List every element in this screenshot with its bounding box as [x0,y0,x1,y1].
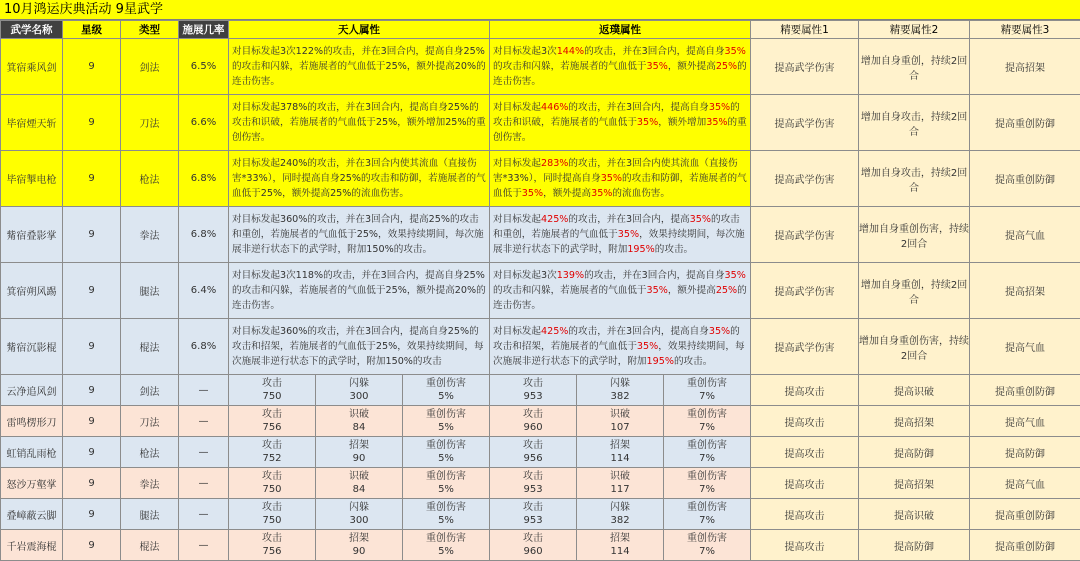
essence-2: 增加自身重创，持续2回合 [859,263,970,319]
fanpu-highlight: 35% [647,61,668,72]
fanpu-text: 的攻击和闪躲，若施展者的气血低于 [493,285,647,296]
essence-1: 提高武学伤害 [751,319,859,375]
fanpu-highlight: 35% [706,117,727,128]
tianren-stat [316,375,403,406]
header-row [1,21,1080,39]
tianren-stat [229,406,316,437]
fanpu-highlight: 35% [709,102,730,113]
stat-value: 5% [403,452,489,465]
stat-row [1,468,1080,499]
tianren-stat [316,468,403,499]
header-essence-3: 精要属性3 [970,21,1080,39]
fanpu-highlight: 35% [637,117,658,128]
fanpu-highlight: 25% [716,285,737,296]
essence-2: 提高招架 [859,468,970,499]
skill-star: 9 [63,375,121,406]
essence-1: 提高攻击 [751,499,859,530]
skill-name: 虹销乱雨枪 [1,437,63,468]
fanpu-text: 的攻击，并在3回合内，提高自身 [568,326,708,337]
stat-value: 756 [229,545,315,558]
essence-1: 提高武学伤害 [751,263,859,319]
tianren-stat [403,375,490,406]
stat-label: 攻击 [229,532,315,545]
header-essence-1: 精要属性1 [751,21,859,39]
skill-star: 9 [63,499,121,530]
skill-type: 棍法 [121,530,179,561]
fanpu-highlight: 35% [725,270,746,281]
fanpu-text: 的攻击和重创，若施展者的气血低于 [493,214,740,240]
stat-value: 7% [664,452,750,465]
fanpu-text: ，效果持续期间，每次施展非逆行状态下的武学时，附加 [493,229,745,255]
stat-label: 招架 [316,532,402,545]
skill-row [1,263,1080,319]
essence-3: 提高重创防御 [970,499,1080,530]
fanpu-stat [577,375,664,406]
tianren-desc: 对目标发起360%的攻击，并在3回合内，提高25%的攻击和重创，若施展者的气血低于25%，效果持续期间，每次施展非逆行状态下的武学时，附加150%的攻击。 [229,207,490,263]
skill-type: 腿法 [121,499,179,530]
essence-2: 增加自身攻击，持续2回合 [859,95,970,151]
stat-value: 7% [664,483,750,496]
stat-row [1,406,1080,437]
stat-label: 重创伤害 [403,377,489,390]
stat-value: 756 [229,421,315,434]
essence-2: 提高识破 [859,499,970,530]
tianren-stat [229,375,316,406]
stat-value: 960 [490,421,576,434]
stat-value: 300 [316,514,402,527]
fanpu-stat [490,406,577,437]
essence-1: 提高武学伤害 [751,151,859,207]
stat-label: 招架 [316,439,402,452]
fanpu-text: ，效果持续期间，每次施展非逆行状态下的武学时，附加 [493,341,745,367]
fanpu-stat [490,375,577,406]
fanpu-text: 的攻击，并在3回合内，提高自身 [568,102,708,113]
stat-label: 重创伤害 [664,501,750,514]
stat-label: 识破 [316,408,402,421]
fanpu-text: 的攻击。 [674,356,712,367]
stat-value: 953 [490,483,576,496]
fanpu-highlight: 144% [557,46,584,57]
header-essence-2: 精要属性2 [859,21,970,39]
skill-name: 觜宿沉影棍 [1,319,63,375]
skill-rate: — [179,530,229,561]
fanpu-text: 对目标发起 [493,102,541,113]
stat-label: 攻击 [229,408,315,421]
stat-value: 84 [316,421,402,434]
skill-rate: 6.5% [179,39,229,95]
tianren-desc: 对目标发起360%的攻击，并在3回合内，提高自身25%的攻击和招架，若施展者的气血低于25%，效果持续期间，每次施展非逆行状态下的武学时，附加150%的攻击 [229,319,490,375]
fanpu-highlight: 35% [591,188,612,199]
skill-type: 刀法 [121,95,179,151]
tianren-stat [316,499,403,530]
header-name: 武学名称 [1,21,63,39]
skill-name: 觜宿叠影掌 [1,207,63,263]
skill-rate: — [179,499,229,530]
essence-3: 提高重创防御 [970,375,1080,406]
skill-star: 9 [63,530,121,561]
skill-type: 棍法 [121,319,179,375]
fanpu-text: ，额外提高 [668,61,716,72]
stat-value: 953 [490,390,576,403]
stat-label: 攻击 [229,439,315,452]
fanpu-highlight: 139% [557,270,584,281]
stat-label: 攻击 [490,501,576,514]
essence-3: 提高重创防御 [970,95,1080,151]
stat-value: 5% [403,390,489,403]
skill-rate: 6.8% [179,207,229,263]
skill-name: 毕宿煙天斩 [1,95,63,151]
stat-value: 382 [577,514,663,527]
header-type: 类型 [121,21,179,39]
stat-label: 攻击 [490,470,576,483]
stat-label: 识破 [577,470,663,483]
skill-type: 剑法 [121,39,179,95]
fanpu-stat [664,375,751,406]
essence-3: 提高气血 [970,207,1080,263]
fanpu-stat [577,406,664,437]
tianren-stat [403,406,490,437]
tianren-desc: 对目标发起378%的攻击，并在3回合内，提高自身25%的攻击和识破，若施展者的气血低于25%，额外增加25%的重创伤害。 [229,95,490,151]
fanpu-desc [490,319,751,375]
skill-star: 9 [63,263,121,319]
skill-rate: 6.4% [179,263,229,319]
essence-1: 提高武学伤害 [751,39,859,95]
fanpu-highlight: 35% [637,341,658,352]
fanpu-text: 的流血伤害。 [612,188,670,199]
fanpu-stat [490,437,577,468]
skill-star: 9 [63,39,121,95]
stat-label: 重创伤害 [664,408,750,421]
stat-label: 识破 [316,470,402,483]
fanpu-text: 对目标发起3次 [493,46,557,57]
stat-label: 重创伤害 [664,532,750,545]
essence-3: 提高招架 [970,39,1080,95]
fanpu-stat [577,468,664,499]
skill-row [1,39,1080,95]
skill-star: 9 [63,437,121,468]
fanpu-text: 对目标发起 [493,326,541,337]
skill-star: 9 [63,319,121,375]
skill-rate: — [179,375,229,406]
stat-label: 重创伤害 [664,439,750,452]
fanpu-highlight: 35% [601,173,622,184]
fanpu-stat [664,499,751,530]
essence-1: 提高武学伤害 [751,207,859,263]
essence-3: 提高招架 [970,263,1080,319]
fanpu-text: 的攻击，并在3回合内，提高 [568,214,689,225]
tianren-stat [316,406,403,437]
skill-name: 雷鸣楞形刀 [1,406,63,437]
stat-value: 7% [664,514,750,527]
skill-type: 枪法 [121,151,179,207]
tianren-stat [403,468,490,499]
fanpu-highlight: 35% [690,214,711,225]
skill-rate: — [179,468,229,499]
fanpu-desc [490,207,751,263]
fanpu-stat [490,530,577,561]
essence-3: 提高重创防御 [970,530,1080,561]
stat-label: 攻击 [490,532,576,545]
fanpu-text: 的攻击和防御，若施展者的气血低于 [493,173,747,199]
fanpu-highlight: 35% [725,46,746,57]
stat-label: 识破 [577,408,663,421]
fanpu-text: 的攻击和招架，若施展者的气血低于 [493,326,740,352]
fanpu-highlight: 25% [716,61,737,72]
stat-label: 重创伤害 [403,501,489,514]
skill-row [1,319,1080,375]
tianren-stat [403,530,490,561]
stat-label: 攻击 [490,377,576,390]
stat-label: 闪躲 [316,501,402,514]
tianren-desc: 对目标发起240%的攻击，并在3回合内使其流血（直接伤害*33%），同时提高自身25%的攻击和防御，若施展者的气血低于25%，额外提高25%的流血伤害。 [229,151,490,207]
stat-value: 750 [229,483,315,496]
stat-value: 114 [577,545,663,558]
skills-table [0,20,1080,561]
tianren-stat [229,437,316,468]
stat-label: 闪躲 [577,501,663,514]
skill-rate: 6.6% [179,95,229,151]
stat-value: 956 [490,452,576,465]
essence-2: 提高防御 [859,530,970,561]
skill-star: 9 [63,151,121,207]
fanpu-highlight: 35% [709,326,730,337]
fanpu-stat [577,437,664,468]
header-tianren: 天人属性 [229,21,490,39]
fanpu-highlight: 425% [541,214,568,225]
essence-3: 提高防御 [970,437,1080,468]
skill-rate: — [179,437,229,468]
essence-2: 增加自身攻击，持续2回合 [859,151,970,207]
skill-star: 9 [63,207,121,263]
fanpu-desc [490,263,751,319]
fanpu-stat [664,530,751,561]
fanpu-stat [490,499,577,530]
skill-name: 千岩震海棍 [1,530,63,561]
fanpu-text: 的攻击和识破，若施展者的气血低于 [493,102,740,128]
essence-2: 提高识破 [859,375,970,406]
stat-row [1,530,1080,561]
stat-value: 382 [577,390,663,403]
fanpu-highlight: 283% [541,158,568,169]
stat-label: 招架 [577,532,663,545]
stat-value: 5% [403,545,489,558]
stat-row [1,375,1080,406]
stat-value: 960 [490,545,576,558]
stat-row [1,499,1080,530]
stat-value: 107 [577,421,663,434]
fanpu-highlight: 35% [618,229,639,240]
stat-value: 953 [490,514,576,527]
essence-3: 提高气血 [970,406,1080,437]
stat-value: 5% [403,483,489,496]
fanpu-text: 的攻击，并在3回合内，提高自身 [584,270,724,281]
tianren-stat [229,530,316,561]
skill-star: 9 [63,95,121,151]
skill-row [1,207,1080,263]
skill-rate: 6.8% [179,319,229,375]
fanpu-text: 的攻击，并在3回合内使其流血（直接伤害*33%），同时提高自身 [493,158,738,184]
skill-name: 箕宿乘风剑 [1,39,63,95]
skill-name: 毕宿掣电枪 [1,151,63,207]
fanpu-text: 的连击伤害。 [493,285,747,311]
skill-rate: — [179,406,229,437]
stat-label: 闪躲 [577,377,663,390]
essence-3: 提高气血 [970,468,1080,499]
fanpu-stat [664,406,751,437]
skill-rate: 6.8% [179,151,229,207]
essence-2: 提高防御 [859,437,970,468]
essence-2: 增加自身重创伤害，持续2回合 [859,207,970,263]
skill-type: 腿法 [121,263,179,319]
fanpu-text: ，额外增加 [658,117,706,128]
skill-name: 箕宿朔风踢 [1,263,63,319]
stat-label: 招架 [577,439,663,452]
stat-value: 114 [577,452,663,465]
tianren-stat [316,437,403,468]
fanpu-text: ，额外提高 [668,285,716,296]
stat-value: 300 [316,390,402,403]
fanpu-desc [490,95,751,151]
stat-value: 5% [403,421,489,434]
skill-row [1,151,1080,207]
stat-value: 90 [316,452,402,465]
stat-label: 闪躲 [316,377,402,390]
tianren-stat [229,499,316,530]
fanpu-text: 的攻击。 [655,244,693,255]
skill-name: 怒沙万壑掌 [1,468,63,499]
essence-1: 提高武学伤害 [751,95,859,151]
tianren-desc: 对目标发起3次118%的攻击，并在3回合内，提高自身25%的攻击和闪躲，若施展者的气血低于25%，额外提高20%的连击伤害。 [229,263,490,319]
skill-star: 9 [63,406,121,437]
stat-value: 750 [229,390,315,403]
fanpu-desc [490,151,751,207]
fanpu-highlight: 195% [647,356,674,367]
tianren-stat [403,437,490,468]
fanpu-text: 对目标发起 [493,214,541,225]
stat-label: 攻击 [490,439,576,452]
essence-1: 提高攻击 [751,375,859,406]
stat-value: 84 [316,483,402,496]
fanpu-stat [577,530,664,561]
fanpu-stat [664,468,751,499]
essence-2: 增加自身重创伤害，持续2回合 [859,319,970,375]
stat-label: 攻击 [490,408,576,421]
fanpu-highlight: 35% [522,188,543,199]
fanpu-stat [490,468,577,499]
fanpu-highlight: 425% [541,326,568,337]
stat-value: 7% [664,390,750,403]
fanpu-stat [577,499,664,530]
fanpu-stat [664,437,751,468]
fanpu-highlight: 446% [541,102,568,113]
skill-type: 拳法 [121,207,179,263]
skill-type: 刀法 [121,406,179,437]
header-star: 星级 [63,21,121,39]
essence-1: 提高攻击 [751,437,859,468]
essence-2: 提高招架 [859,406,970,437]
fanpu-text: 的重创伤害。 [493,117,747,143]
stat-label: 攻击 [229,377,315,390]
skill-type: 剑法 [121,375,179,406]
fanpu-desc [490,39,751,95]
header-rate: 施展几率 [179,21,229,39]
fanpu-highlight: 195% [627,244,654,255]
fanpu-text: 的攻击，并在3回合内，提高自身 [584,46,724,57]
skill-type: 拳法 [121,468,179,499]
skill-name: 云净追风剑 [1,375,63,406]
fanpu-text: 对目标发起3次 [493,270,557,281]
skill-row [1,95,1080,151]
skill-type: 枪法 [121,437,179,468]
stat-value: 5% [403,514,489,527]
essence-2: 增加自身重创，持续2回合 [859,39,970,95]
fanpu-text: ，额外提高 [543,188,591,199]
fanpu-text: 对目标发起 [493,158,541,169]
skill-name: 叠嶂蔽云脚 [1,499,63,530]
stat-label: 攻击 [229,501,315,514]
stat-label: 攻击 [229,470,315,483]
stat-label: 重创伤害 [664,470,750,483]
stat-value: 7% [664,421,750,434]
stat-value: 90 [316,545,402,558]
stat-label: 重创伤害 [403,408,489,421]
skill-star: 9 [63,468,121,499]
stat-value: 7% [664,545,750,558]
stat-label: 重创伤害 [403,532,489,545]
fanpu-highlight: 35% [647,285,668,296]
stat-label: 重创伤害 [403,470,489,483]
sheet-title: 10月鸿运庆典活动 9星武学 [0,0,1080,20]
essence-1: 提高攻击 [751,530,859,561]
stat-label: 重创伤害 [403,439,489,452]
stat-value: 750 [229,514,315,527]
stat-row [1,437,1080,468]
essence-3: 提高气血 [970,319,1080,375]
tianren-desc: 对目标发起3次122%的攻击，并在3回合内，提高自身25%的攻击和闪躲，若施展者的气血低于25%，额外提高20%的连击伤害。 [229,39,490,95]
essence-1: 提高攻击 [751,468,859,499]
fanpu-text: 的攻击和闪躲，若施展者的气血低于 [493,61,647,72]
tianren-stat [403,499,490,530]
tianren-stat [229,468,316,499]
stat-label: 重创伤害 [664,377,750,390]
fanpu-text: 的连击伤害。 [493,61,747,87]
stat-value: 117 [577,483,663,496]
header-fanpu: 返璞属性 [490,21,751,39]
essence-3: 提高重创防御 [970,151,1080,207]
tianren-stat [316,530,403,561]
stat-value: 752 [229,452,315,465]
essence-1: 提高攻击 [751,406,859,437]
